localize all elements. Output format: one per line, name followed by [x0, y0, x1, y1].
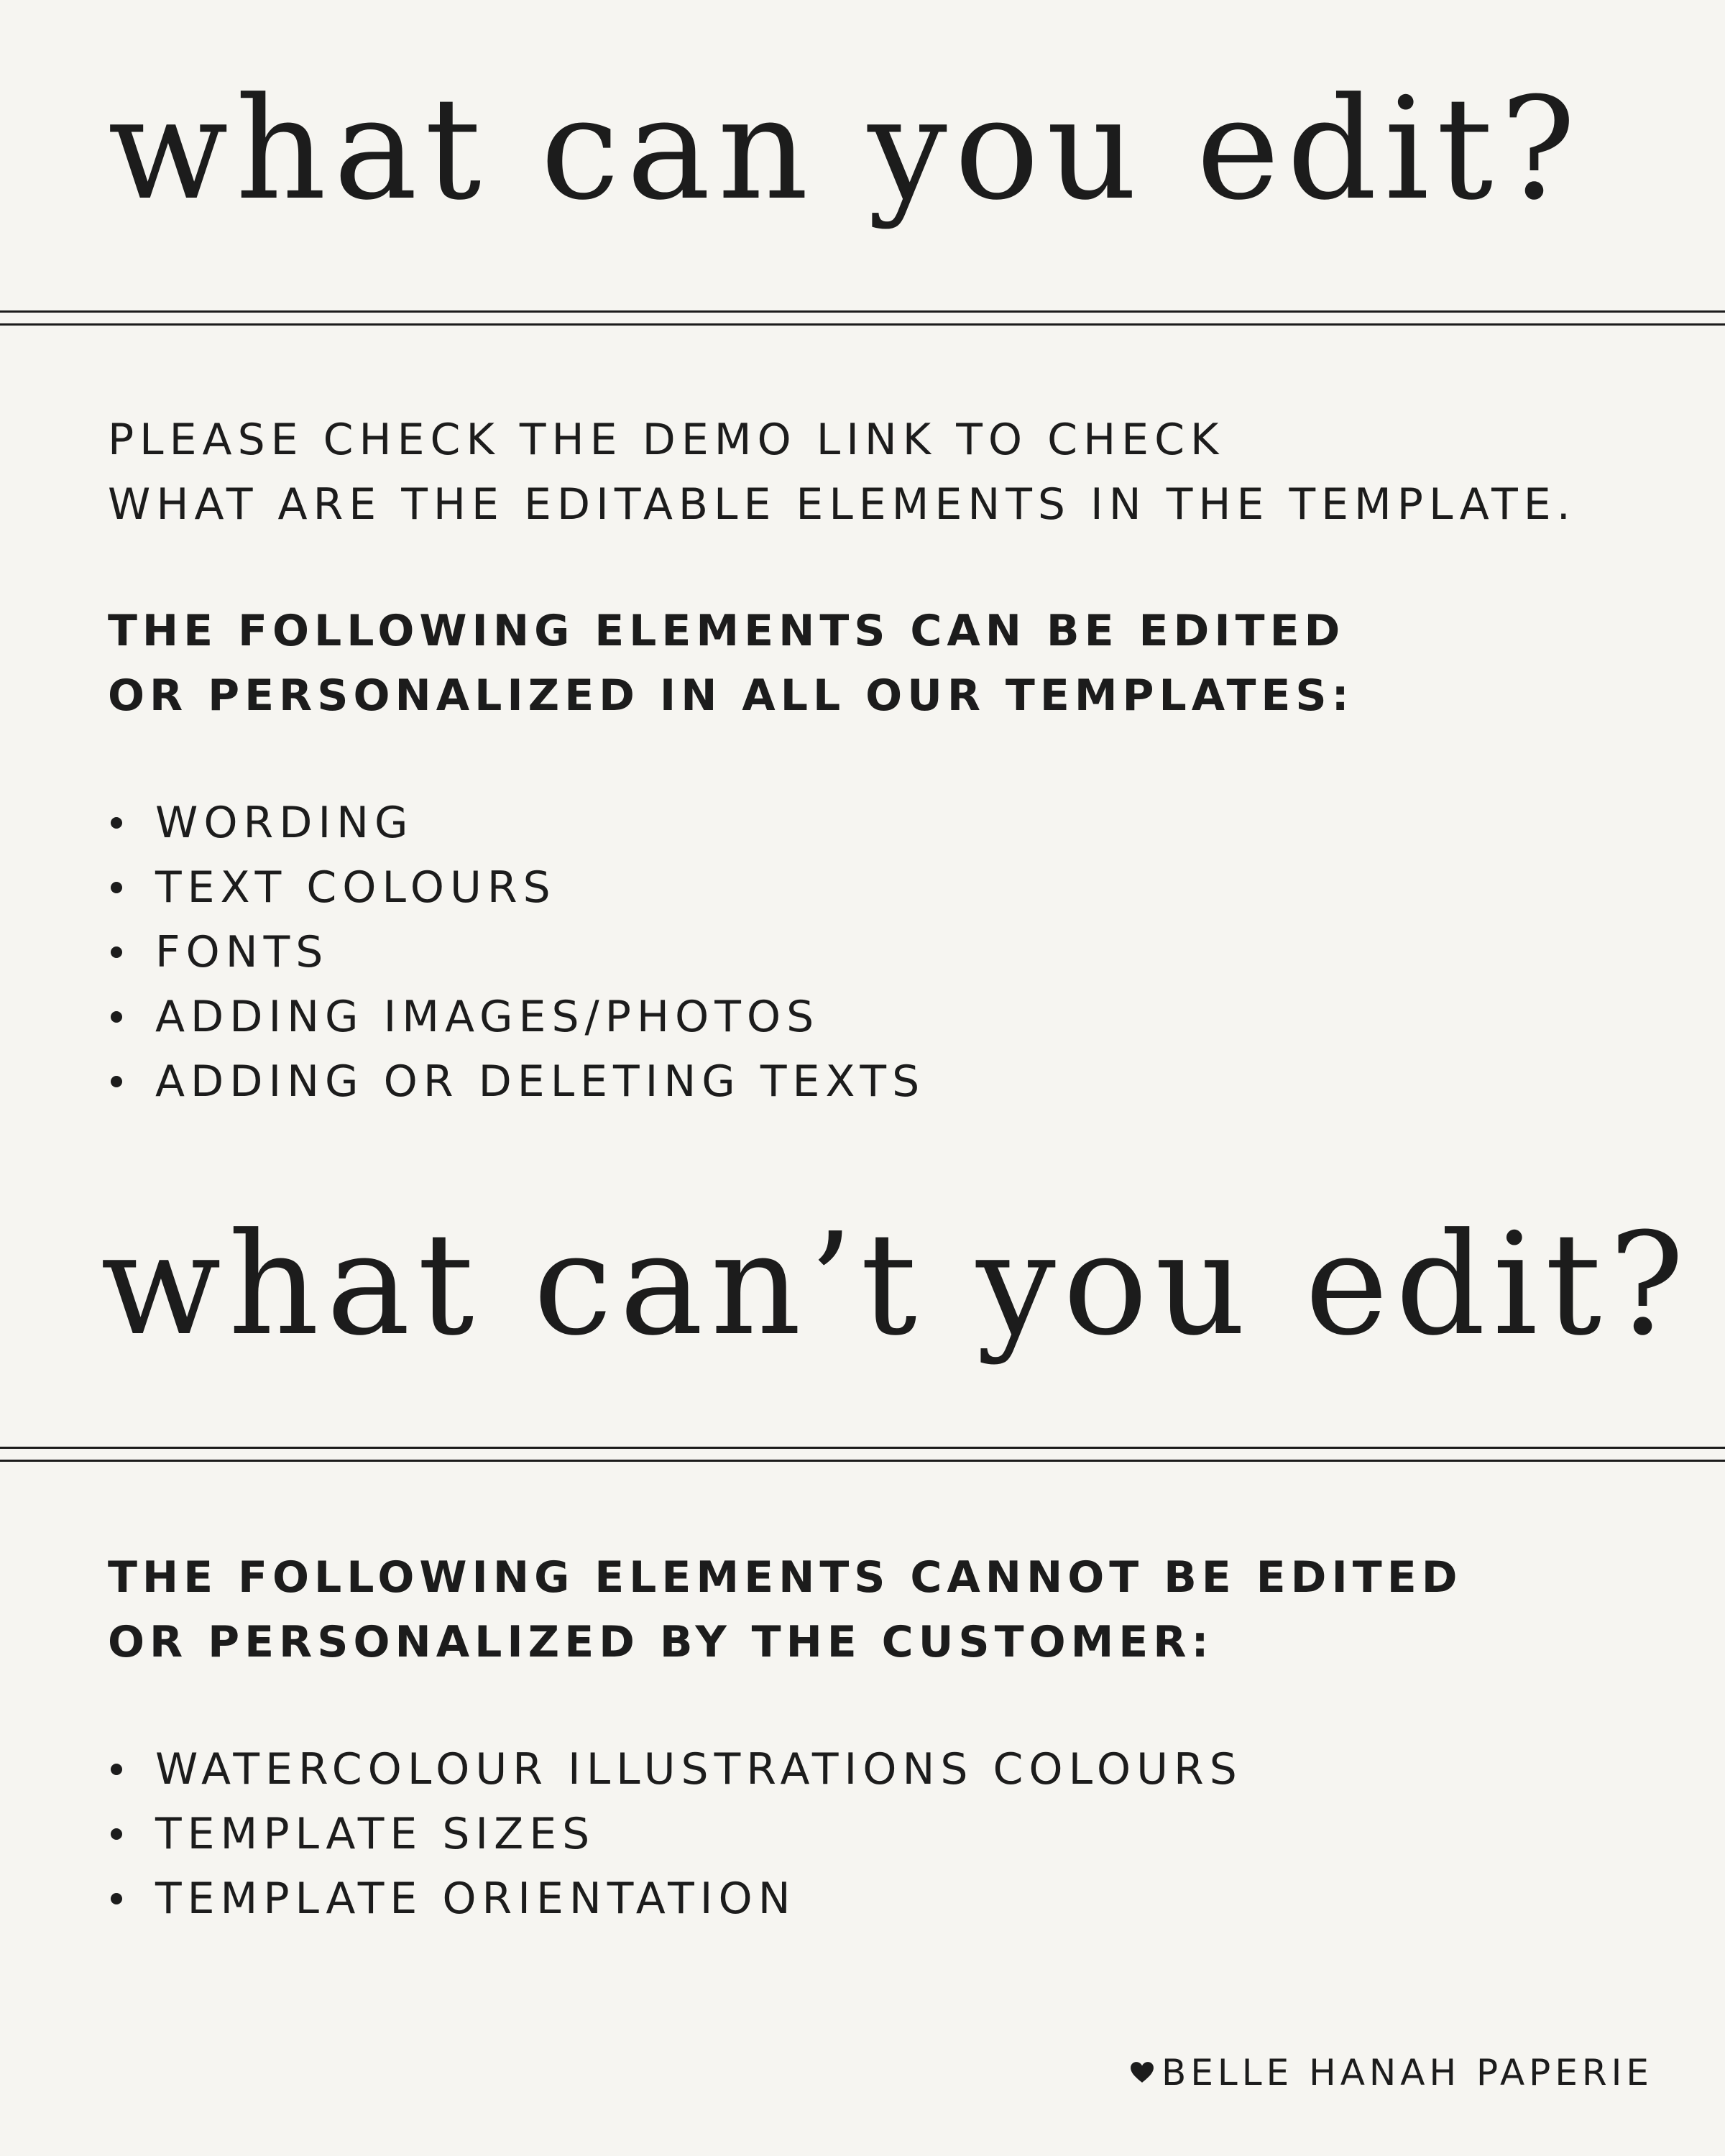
list-item-label: WORDING: [155, 798, 414, 848]
editable-elements-lead: [108, 599, 1354, 728]
brand-signature: [1130, 2052, 1653, 2093]
instruction-line: PLEASE CHECK THE DEMO LINK TO CHECK: [108, 415, 1225, 465]
demo-link-instructions: [108, 407, 1576, 537]
bullet-icon: [111, 1893, 122, 1904]
non-editable-elements-list: [108, 1737, 1243, 1931]
divider-bottom-line-2: [0, 1460, 1725, 1462]
list-item: [108, 791, 925, 855]
list-item-label: TEMPLATE SIZES: [155, 1809, 596, 1859]
list-item: [108, 1049, 925, 1114]
brand-name: BELLE HANAH PAPERIE: [1162, 2052, 1653, 2093]
list-item-label: WATERCOLOUR ILLUSTRATIONS COLOURS: [155, 1744, 1243, 1795]
non-editable-elements-lead: [108, 1545, 1463, 1674]
heading-what-can-you-edit: what can you edit?: [108, 68, 1583, 231]
lead-line: THE FOLLOWING ELEMENTS CAN BE EDITED: [108, 606, 1346, 656]
list-item: [108, 1866, 1243, 1931]
list-item: [108, 985, 925, 1049]
divider-top-line-2: [0, 323, 1725, 326]
list-item-label: ADDING OR DELETING TEXTS: [155, 1056, 926, 1107]
lead-line: THE FOLLOWING ELEMENTS CANNOT BE EDITED: [108, 1552, 1463, 1603]
bullet-icon: [111, 1764, 122, 1775]
list-item-label: FONTS: [155, 927, 329, 977]
list-item: [108, 1802, 1243, 1866]
list-item: [108, 855, 925, 920]
lead-line: OR PERSONALIZED IN ALL OUR TEMPLATES:: [108, 671, 1354, 721]
bullet-icon: [111, 817, 122, 829]
list-item-label: TEXT COLOURS: [155, 862, 556, 913]
divider-bottom-line-1: [0, 1447, 1725, 1449]
lead-line: OR PERSONALIZED BY THE CUSTOMER:: [108, 1617, 1214, 1667]
list-item-label: ADDING IMAGES/PHOTOS: [155, 992, 820, 1042]
divider-top-line-1: [0, 310, 1725, 313]
bullet-icon: [111, 1076, 122, 1087]
list-item: [108, 920, 925, 985]
heart-icon: [1130, 2060, 1154, 2085]
list-item: [108, 1737, 1243, 1802]
heading-what-cant-you-edit: what can’t you edit?: [101, 1203, 1692, 1367]
bullet-icon: [111, 882, 122, 893]
list-item-label: TEMPLATE ORIENTATION: [155, 1874, 796, 1924]
bullet-icon: [111, 1011, 122, 1023]
editable-elements-list: [108, 791, 925, 1114]
bullet-icon: [111, 1828, 122, 1840]
instruction-line: WHAT ARE THE EDITABLE ELEMENTS IN THE TEMPLATE.: [108, 479, 1576, 530]
bullet-icon: [111, 946, 122, 958]
